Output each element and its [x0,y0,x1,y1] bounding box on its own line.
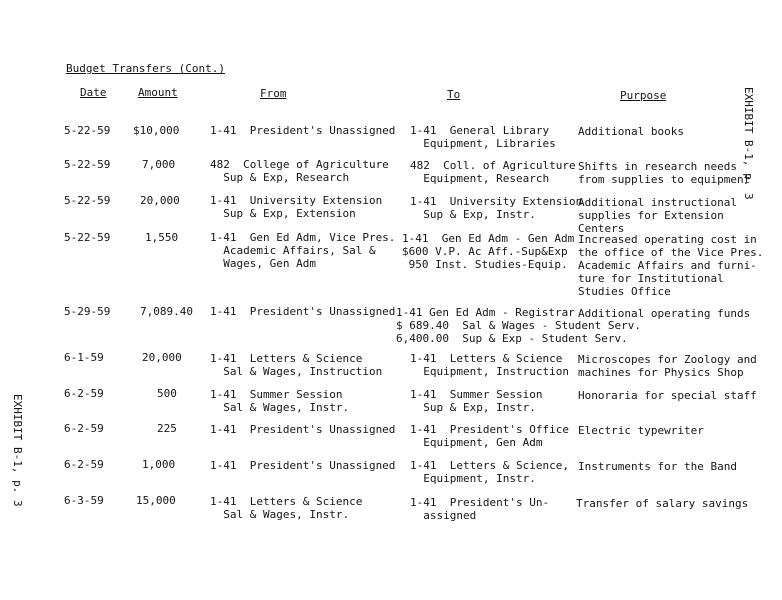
row-from: 482 College of Agriculture Sup & Exp, Research [210,158,389,184]
header-to: To [447,88,461,101]
row-to: 1-41 Gen Ed Adm - Gen Adm $600 V.P. Ac Aff.-Sup&Exp 950 Inst. Studies-Equip. [402,232,575,271]
row-purpose: Honoraria for special staff [578,389,757,402]
row-purpose: Additional operating funds [578,307,751,320]
row-from: 1-41 University Extension Sup & Exp, Extension [210,194,383,220]
row-from: 1-41 President's Unassigned [210,423,396,436]
row-to: 1-41 University Extension Sup & Exp, Instr. [410,195,583,221]
row-date: 6-2-59 [64,458,104,471]
row-purpose: Increased operating cost in the office of the Vice Pres. Academic Affairs and furni- ture for Institutional Studies Office [578,233,764,298]
row-to: 482 Coll. of Agriculture Equipment, Research [410,159,576,185]
row-amount: 7,089.40 [140,305,193,318]
row-date: 6-2-59 [64,387,104,400]
row-date: 6-2-59 [64,422,104,435]
row-date: 6-1-59 [64,351,104,364]
row-from: 1-41 Summer Session Sal & Wages, Instr. [210,388,350,414]
header-date: Date [80,86,107,99]
side-label-right: EXHIBIT B-1, p. 3 [742,87,755,200]
row-amount: 225 [157,422,177,435]
row-from: 1-41 President's Unassigned [210,459,396,472]
row-to: 1-41 Summer Session Sup & Exp, Instr. [410,388,543,414]
row-purpose: Additional books [578,125,684,138]
row-to: 1-41 Gen Ed Adm - Registrar $ 689.40 Sal & Wages - Student Serv. 6,400.00 Sup & Exp - Student Serv. [396,306,642,345]
row-amount: $10,000 [133,124,180,137]
row-amount: 20,000 [140,194,180,207]
row-date: 5-22-59 [64,194,111,207]
row-purpose: Shifts in research needs from supplies to equipment [578,160,751,186]
row-amount: 500 [157,387,177,400]
side-label-left: EXHIBIT B-1, p. 3 [11,394,24,507]
row-from: 1-41 Letters & Science Sal & Wages, Instruction [210,352,383,378]
row-from: 1-41 Gen Ed Adm, Vice Pres. Academic Affairs, Sal & Wages, Gen Adm [210,231,396,270]
header-from: From [260,87,287,100]
row-date: 5-22-59 [64,124,111,137]
row-amount: 1,550 [145,231,179,244]
row-purpose: Additional instructional supplies for Extension Centers [578,196,737,235]
row-purpose: Transfer of salary savings [576,497,749,510]
row-purpose: Electric typewriter [578,424,704,437]
row-to: 1-41 Letters & Science, Equipment, Instr. [410,459,569,485]
row-amount: 15,000 [136,494,176,507]
row-date: 5-22-59 [64,158,111,171]
row-date: 5-29-59 [64,305,111,318]
header-amount: Amount [138,86,178,99]
row-to: 1-41 Letters & Science Equipment, Instruction [410,352,569,378]
row-amount: 7,000 [142,158,176,171]
row-to: 1-41 President's Un- assigned [410,496,550,522]
row-amount: 1,000 [142,458,176,471]
row-amount: 20,000 [142,351,182,364]
row-date: 5-22-59 [64,231,111,244]
row-from: 1-41 President's Unassigned [210,124,396,137]
row-to: 1-41 General Library Equipment, Libraries [410,124,556,150]
header-purpose: Purpose [620,89,667,102]
row-to: 1-41 President's Office Equipment, Gen Adm [410,423,569,449]
row-date: 6-3-59 [64,494,104,507]
row-from: 1-41 President's Unassigned [210,305,396,318]
row-purpose: Microscopes for Zoology and machines for Physics Shop [578,353,757,379]
row-from: 1-41 Letters & Science Sal & Wages, Instr. [210,495,363,521]
page-title: Budget Transfers (Cont.) [66,62,225,75]
row-purpose: Instruments for the Band [578,460,737,473]
